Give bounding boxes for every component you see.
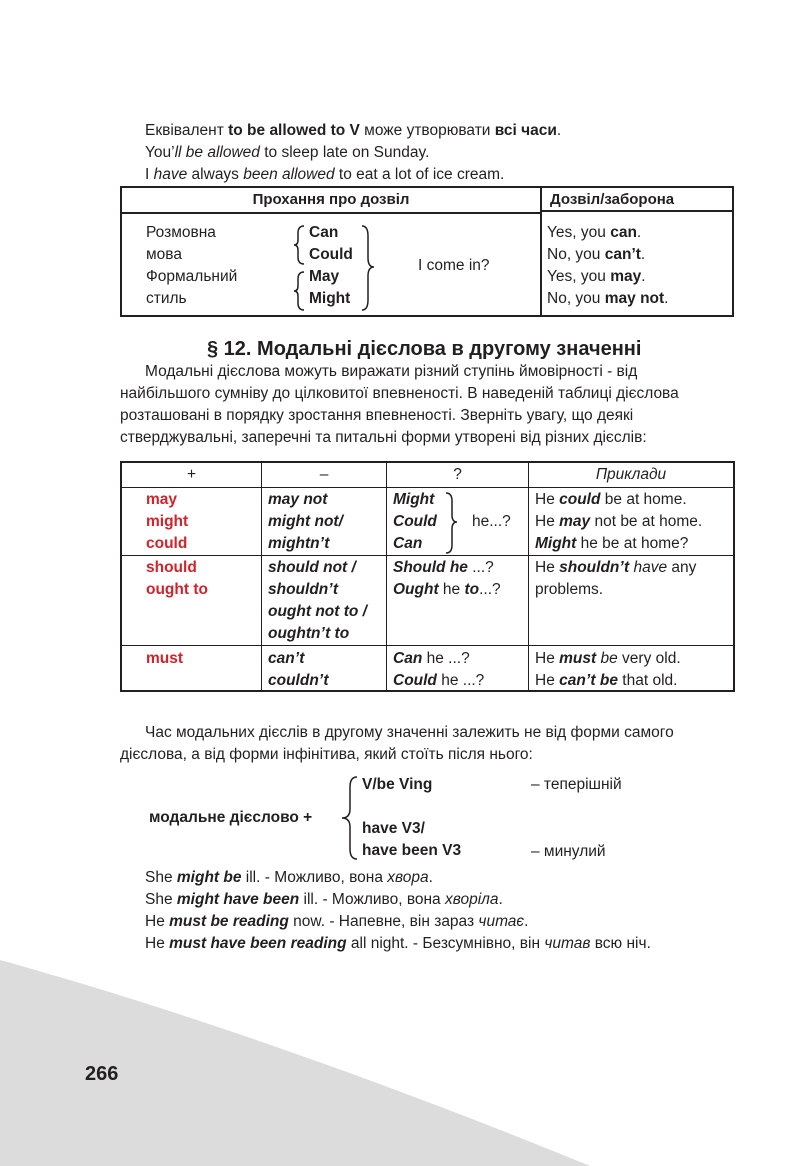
paragraph-line: Модальні дієслова можуть виражати різний ступінь ймовірності - від [145, 363, 638, 380]
present-form: V/be Ving [362, 776, 433, 793]
modal-minus: mightn’t [268, 535, 330, 552]
style-label: Розмовна [146, 224, 216, 241]
answer-line: No, you may not. [547, 290, 669, 307]
modal-plus: may [146, 491, 178, 508]
modal-plus: might [146, 513, 189, 530]
modal-minus: should not / [268, 559, 356, 576]
example-line: He could be at home. [535, 491, 687, 508]
example-line: problems. [535, 581, 604, 598]
col-header-plus: + [186, 466, 197, 483]
modal-minus: oughtn’t to [268, 625, 350, 642]
tense-note-line: Час модальних дієслів в другому значенні залежить не від форми самого [145, 724, 674, 741]
example-line: Might he be at home? [535, 535, 689, 552]
modal-minus: ought not to / [268, 603, 367, 620]
intro-line-1: Еквівалент to be allowed to V може утворювати всі часи. [145, 122, 562, 139]
past-form: have been V3 [362, 842, 462, 859]
example-sentence: She might be ill. - Можливо, вона хвора. [145, 869, 433, 886]
col-header-minus: – [319, 466, 329, 483]
col-header-question: ? [453, 466, 462, 483]
modal-minus: can’t [268, 650, 305, 667]
right-brace-icon [360, 224, 378, 312]
example-sentence: He must be reading now. - Напевне, він зараз читає. [145, 913, 529, 930]
modal-question: Could [393, 513, 437, 530]
permission-answer-header: Дозвіл/заборона [542, 188, 734, 212]
section-title: § 12. Модальні дієслова в другому значенні [207, 338, 642, 360]
example-sentence: He must have been reading all night. - Безсумнівно, він читав всю ніч. [145, 935, 651, 952]
modal-plus: ought to [146, 581, 208, 598]
formula-left: модальне дієслово + [149, 809, 313, 826]
modal-question: Ought he to...? [393, 581, 501, 598]
modal-question: Can [393, 535, 423, 552]
example-line: He shouldn’t have any [535, 559, 697, 576]
modal-minus: shouldn’t [268, 581, 339, 598]
answer-line: No, you can’t. [547, 246, 646, 263]
col-header-examples: Приклади [595, 466, 667, 483]
answer-line: Yes, you can. [547, 224, 642, 241]
modal-question: Can he ...? [393, 650, 470, 667]
modal-could: Could [309, 246, 353, 263]
paragraph-line: стверджувальні, заперечні та питальні форми утворені від різних дієслів: [120, 429, 647, 446]
permission-table [120, 186, 734, 317]
modal-minus: couldn’t [268, 672, 329, 689]
paragraph-line: найбільшого сумніву до цілковитої впевненості. В наведеній таблиці дієслова [120, 385, 679, 402]
modal-plus: could [146, 535, 188, 552]
permission-header: Прохання про дозвіл [122, 188, 540, 214]
modal-table [120, 461, 735, 692]
modal-plus: should [146, 559, 197, 576]
example-sentence: She might have been ill. - Можливо, вона хворіла. [145, 891, 503, 908]
style-label: Формальний [146, 268, 238, 285]
paragraph-line: розташовані в порядку зростання впевненості. Зверніть увагу, що деякі [120, 407, 634, 424]
modal-might: Might [309, 290, 351, 307]
example-line: He may not be at home. [535, 513, 703, 530]
modal-question: Could he ...? [393, 672, 485, 689]
example-line: He must be very old. [535, 650, 681, 667]
past-form: have V3/ [362, 820, 425, 837]
right-brace-icon [444, 491, 460, 555]
modal-minus: may not [268, 491, 328, 508]
example-line: He can’t be that old. [535, 672, 678, 689]
question-tail: he...? [472, 513, 511, 530]
modal-can: Can [309, 224, 339, 241]
modal-may: May [309, 268, 340, 285]
left-brace-icon [338, 775, 360, 861]
present-label: – теперішній [531, 776, 622, 793]
page-number: 266 [85, 1063, 119, 1085]
past-label: – минулий [531, 843, 606, 860]
question-text: I come in? [418, 257, 490, 274]
intro-line-3: I have always been allowed to eat a lot of ice cream. [145, 166, 505, 183]
tense-note-line: дієслова, а від форми інфінітива, який стоїть після нього: [120, 746, 533, 763]
intro-line-2: You’ll be allowed to sleep late on Sunday. [145, 144, 430, 161]
modal-minus: might not/ [268, 513, 343, 530]
answer-line: Yes, you may. [547, 268, 646, 285]
modal-question: Should he ...? [393, 559, 494, 576]
modal-plus: must [146, 650, 184, 667]
style-label: стиль [146, 290, 187, 307]
left-brace-icon [293, 224, 307, 312]
style-label: мова [146, 246, 182, 263]
modal-question: Might [393, 491, 435, 508]
